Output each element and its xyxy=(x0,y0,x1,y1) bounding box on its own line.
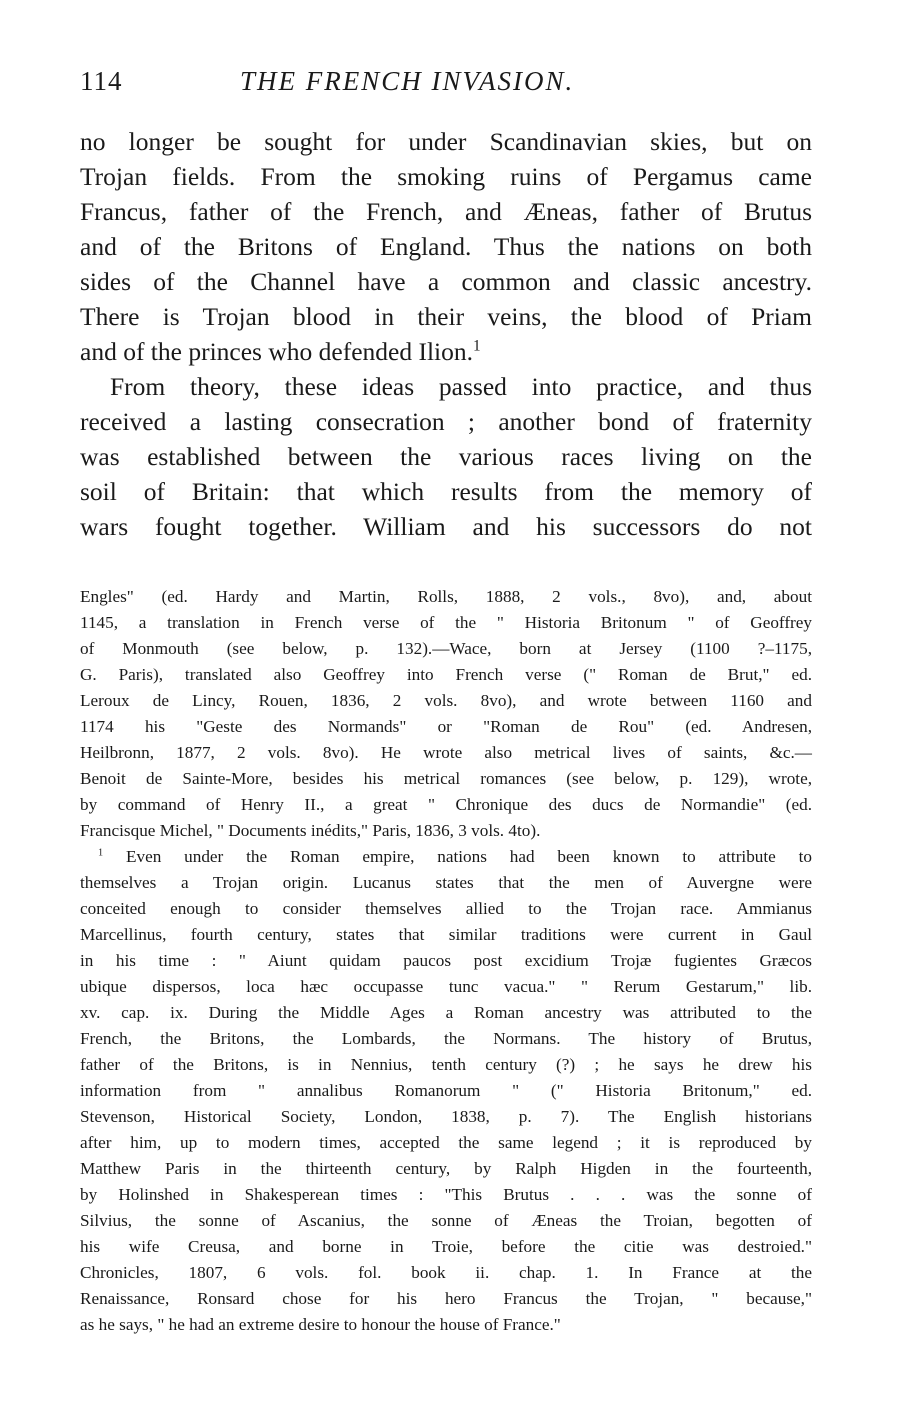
footnote-line: French, the Britons, the Lombards, the Normans. The history of Brutus, xyxy=(80,1029,812,1048)
body-line: received a lasting consecration ; another bond of fraternity xyxy=(80,407,812,436)
footnote-line: information from " annalibus Romanorum " (" Historia Britonum," ed. xyxy=(80,1081,812,1100)
footnote-line: themselves a Trojan origin. Lucanus states that the men of Auvergne were xyxy=(80,873,812,892)
footnote-line: Silvius, the sonne of Ascanius, the sonne of Æneas the Troian, begotten of xyxy=(80,1211,812,1230)
main-text xyxy=(80,124,812,544)
footnote-line: Francisque Michel, " Documents inédits," Paris, 1836, 3 vols. 4to). xyxy=(80,821,541,840)
page-header xyxy=(80,66,812,106)
footnote-line: ubique dispersos, loca hæc occupasse tunc vacua." " Rerum Gestarum," lib. xyxy=(80,977,812,996)
footnote-line: Renaissance, Ronsard chose for his hero Francus the Trojan, " because," xyxy=(80,1289,812,1308)
body-line: Francus, father of the French, and Æneas, father of Brutus xyxy=(80,197,812,226)
footnote-line: Benoit de Sainte-More, besides his metrical romances (see below, p. 129), wrote, xyxy=(80,769,812,788)
footnotes xyxy=(80,584,812,1338)
footnote-reference: 1 xyxy=(473,337,481,355)
footnote-line: after him, up to modern times, accepted the same legend ; it is reproduced by xyxy=(80,1133,812,1152)
footnote-line: Heilbronn, 1877, 2 vols. 8vo). He wrote also metrical lives of saints, &c.— xyxy=(80,743,812,762)
body-line-with-note xyxy=(80,334,812,369)
footnote-line: 1145, a translation in French verse of the " Historia Britonum " of Geoffrey xyxy=(80,613,812,632)
body-line: and of the Britons of England. Thus the nations on both xyxy=(80,232,812,261)
footnote-line: Even under the Roman empire, nations had been known to attribute to xyxy=(126,847,812,866)
body-line: Trojan fields. From the smoking ruins of Pergamus came xyxy=(80,162,812,191)
footnote-1-start xyxy=(80,844,812,870)
body-line: was established between the various races living on the xyxy=(80,442,812,471)
footnote-line: conceited enough to consider themselves allied to the Trojan race. Ammianus xyxy=(80,899,812,918)
page-number: 114 xyxy=(80,66,123,96)
body-line: There is Trojan blood in their veins, the blood of Priam xyxy=(80,302,812,331)
running-title: THE FRENCH INVASION. xyxy=(240,66,575,96)
body-line: sides of the Channel have a common and classic ancestry. xyxy=(80,267,812,296)
footnote-line: Leroux de Lincy, Rouen, 1836, 2 vols. 8vo), and wrote between 1160 and xyxy=(80,691,812,710)
footnote-line: by command of Henry II., a great " Chronique des ducs de Normandie" (ed. xyxy=(80,795,812,814)
footnote-line: xv. cap. ix. During the Middle Ages a Roman ancestry was attributed to the xyxy=(80,1003,812,1022)
footnote-marker: 1 xyxy=(98,847,104,859)
footnote-line: Stevenson, Historical Society, London, 1838, p. 7). The English historians xyxy=(80,1107,812,1126)
footnote-line: 1174 his "Geste des Normands" or "Roman de Rou" (ed. Andresen, xyxy=(80,717,812,736)
body-line: soil of Britain: that which results from the memory of xyxy=(80,477,812,506)
body-line: wars fought together. William and his successors do not xyxy=(80,512,812,541)
footnote-line: in his time : " Aiunt quidam paucos post excidium Trojæ fugientes Græcos xyxy=(80,951,812,970)
footnote-line: Marcellinus, fourth century, states that similar traditions were current in Gaul xyxy=(80,925,812,944)
footnote-line: G. Paris), translated also Geoffrey into French verse (" Roman de Brut," ed. xyxy=(80,665,812,684)
footnote-line: Engles" (ed. Hardy and Martin, Rolls, 1888, 2 vols., 8vo), and, about xyxy=(80,587,812,606)
footnote-line: as he says, " he had an extreme desire to honour the house of France." xyxy=(80,1315,561,1334)
paragraph-start-line: From theory, these ideas passed into practice, and thus xyxy=(110,372,812,401)
footnote-line: his wife Creusa, and borne in Troie, before the citie was destroied." xyxy=(80,1237,812,1256)
footnote-line: father of the Britons, is in Nennius, tenth century (?) ; he says he drew his xyxy=(80,1055,812,1074)
body-line: and of the princes who defended Ilion. xyxy=(80,337,473,366)
footnote-line: of Monmouth (see below, p. 132).—Wace, born at Jersey (1100 ?–1175, xyxy=(80,639,812,658)
footnote-line: by Holinshed in Shakesperean times : "This Brutus . . . was the sonne of xyxy=(80,1185,812,1204)
footnote-line: Chronicles, 1807, 6 vols. fol. book ii. chap. 1. In France at the xyxy=(80,1263,812,1282)
body-line: no longer be sought for under Scandinavian skies, but on xyxy=(80,127,812,156)
footnote-line: Matthew Paris in the thirteenth century, by Ralph Higden in the fourteenth, xyxy=(80,1159,812,1178)
